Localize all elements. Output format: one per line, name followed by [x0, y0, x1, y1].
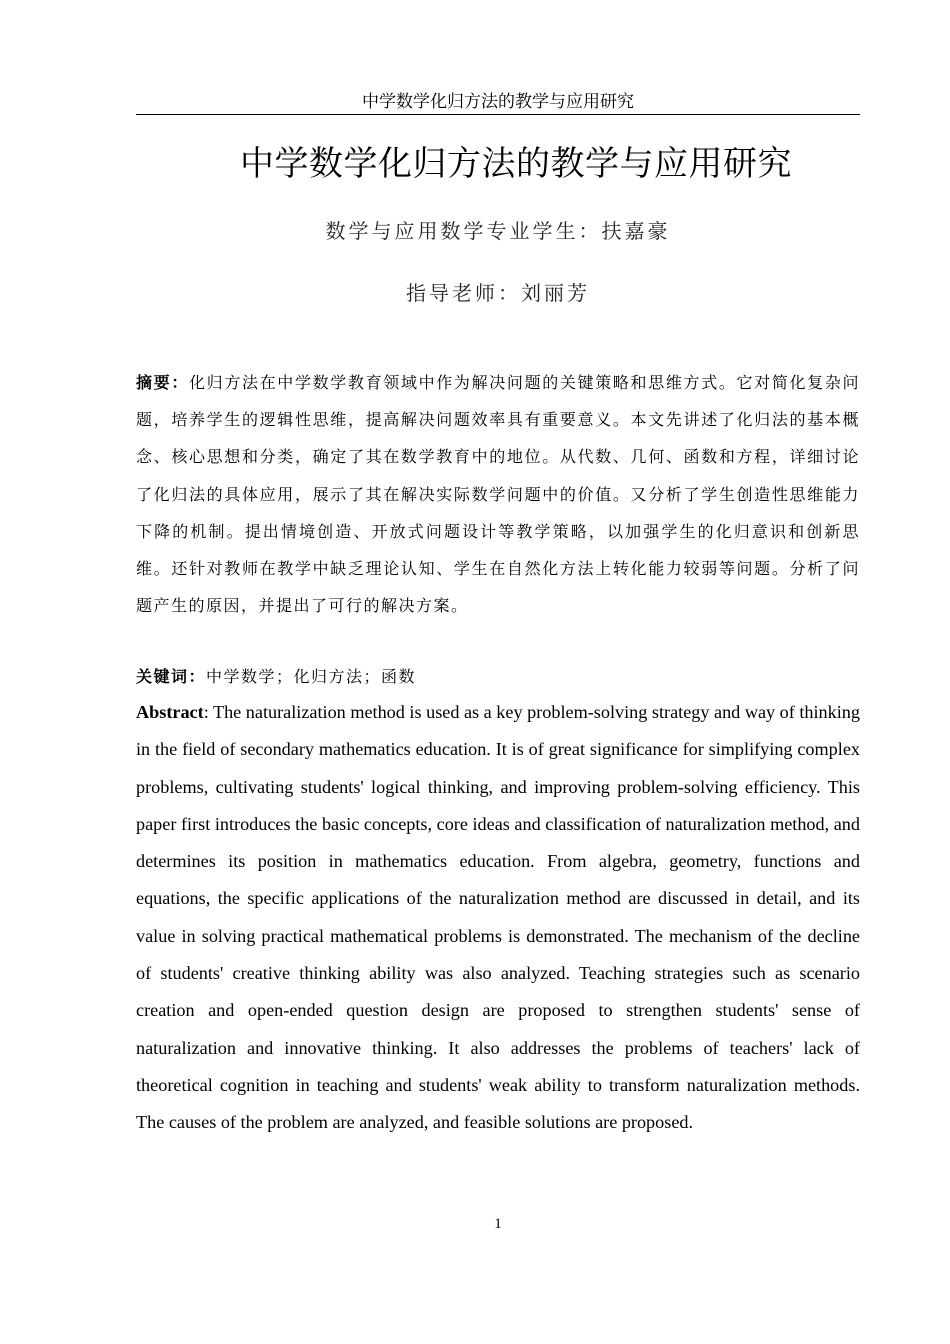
english-abstract-text: : The naturalization method is used as a key problem-solving strategy and way of thinking in the field of secondary mathematics education. It is of great significance for simplifying complex problems, cultivating students' logical thinking, and improving problem-solving efficiency. This paper first introduces the basic concepts, core ideas and classification of naturalization method, and determines its position in mathematics education. From algebra, geometry, functions and equations, the specific applications of the naturalization method are discussed in detail, and its value in solving practical mathematical problems is demonstrated. The mechanism of the decline of students' creative thinking ability was also analyzed. Teaching strategies such as scenario creation and open-ended question design are proposed to strengthen students' sense of naturalization and innovative thinking. It also addresses the problems of teachers' lack of theoretical cognition in teaching and students' weak ability to transform naturalization methods. The causes of the problem are analyzed, and feasible solutions are proposed. [136, 702, 860, 1133]
english-abstract-label: Abstract [136, 702, 204, 722]
chinese-abstract [136, 364, 860, 624]
header-rule [136, 114, 860, 115]
page-number: 1 [494, 1216, 502, 1232]
running-header: 中学数学化归方法的教学与应用研究 [362, 92, 634, 111]
chinese-keywords-label: 关键词： [136, 667, 207, 686]
chinese-keywords-text: 中学数学；化归方法；函数 [206, 667, 417, 686]
advisor-line: 指导老师：刘丽芳 [406, 281, 590, 305]
english-abstract [136, 694, 860, 1142]
author-line: 数学与应用数学专业学生：扶嘉豪 [325, 219, 671, 243]
chinese-abstract-label: 摘要： [136, 373, 189, 392]
paper-title: 中学数学化归方法的教学与应用研究 [240, 144, 792, 184]
chinese-abstract-text: 化归方法在中学数学教育领域中作为解决问题的关键策略和思维方式。它对简化复杂问题，培养学生的逻辑性思维，提高解决问题效率具有重要意义。本文先讲述了化归法的基本概念、核心思想和分类，确定了其在数学教育中的地位。从代数、几何、函数和方程，详细讨论了化归法的具体应用，展示了其在解决实际数学问题中的价值。又分析了学生创造性思维能力下降的机制。提出情境创造、开放式问题设计等教学策略，以加强学生的化归意识和创新思维。还针对教师在教学中缺乏理论认知、学生在自然化方法上转化能力较弱等问题。分析了问题产生的原因，并提出了可行的解决方案。 [136, 373, 860, 616]
chinese-keywords [136, 660, 860, 694]
